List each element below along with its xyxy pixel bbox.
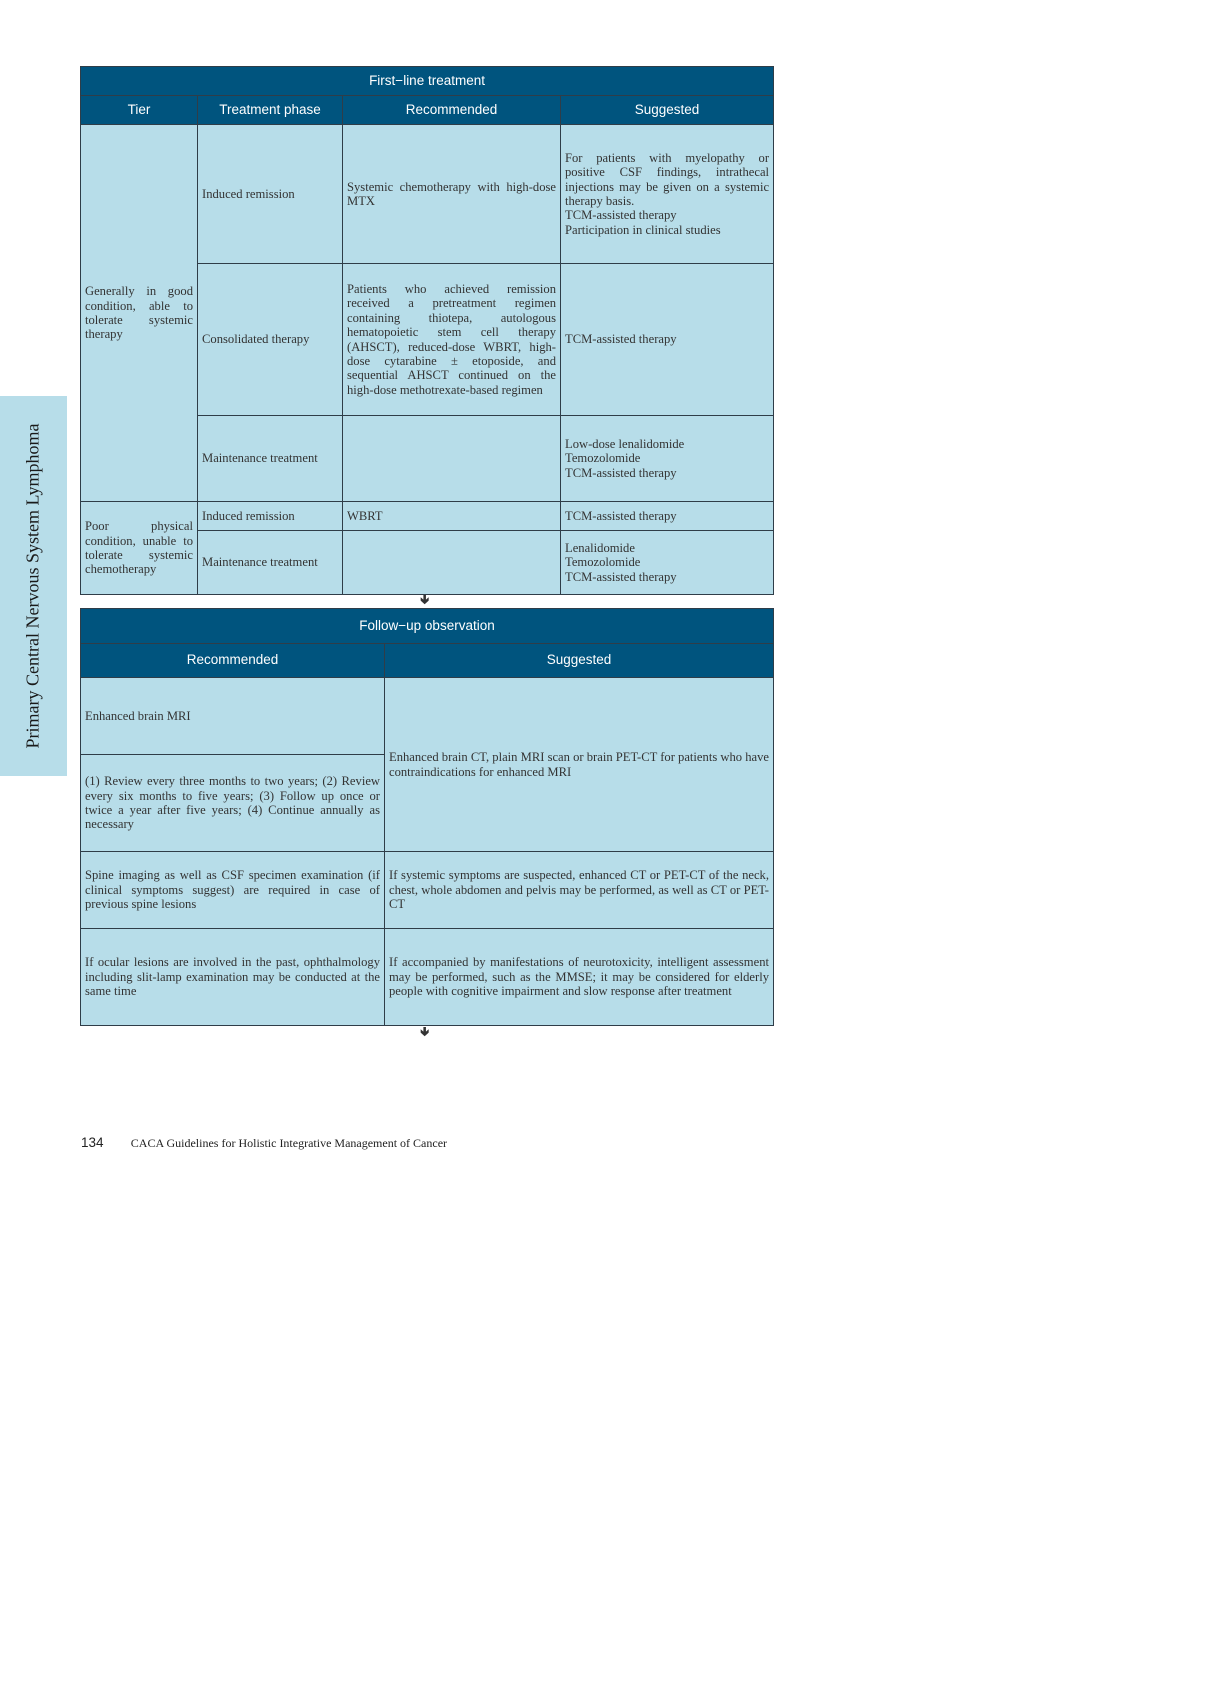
phase-cell: Induced remission	[198, 502, 343, 531]
header-suggested: Suggested	[561, 96, 774, 125]
phase-cell: Maintenance treatment	[198, 416, 343, 502]
recommended-cell: Systemic chemotherapy with high-dose MTX	[343, 125, 561, 264]
follow-up-title: Follow−up observation	[81, 609, 774, 644]
recommended-cell	[343, 416, 561, 502]
table-row	[81, 125, 774, 264]
phase-cell: Induced remission	[198, 125, 343, 264]
recommended-cell: Spine imaging as well as CSF specimen examination (if clinical symptoms suggest) are required in case of previous spine lesions	[81, 852, 385, 929]
suggested-cell: Lenalidomide Temozolomide TCM-assisted therapy	[561, 531, 774, 595]
suggested-cell: Low-dose lenalidomide Temozolomide TCM-assisted therapy	[561, 416, 774, 502]
recommended-cell: WBRT	[343, 502, 561, 531]
footer-title: CACA Guidelines for Holistic Integrative Management of Cancer	[130, 1136, 448, 1150]
tier-good-condition: Generally in good condition, able to tolerate systemic therapy	[81, 125, 198, 502]
page-footer	[81, 1135, 447, 1151]
recommended-cell: If ocular lesions are involved in the past, ophthalmology including slit-lamp examination may be conducted at the same time	[81, 929, 385, 1026]
follow-up-table	[80, 608, 774, 1026]
table-row	[81, 678, 774, 755]
tier-poor-condition: Poor physical condition, unable to tolerate systemic chemotherapy	[81, 502, 198, 595]
recommended-cell: Enhanced brain MRI	[81, 678, 385, 755]
recommended-cell	[343, 531, 561, 595]
first-line-title: First−line treatment	[81, 67, 774, 96]
arrow-down-icon: 🢃	[420, 1025, 430, 1040]
first-line-treatment-table	[80, 66, 774, 595]
table-row	[81, 852, 774, 929]
phase-cell: Maintenance treatment	[198, 531, 343, 595]
suggested-cell: TCM-assisted therapy	[561, 502, 774, 531]
header-recommended: Recommended	[81, 644, 385, 678]
page-number: 134	[81, 1135, 104, 1150]
header-suggested: Suggested	[385, 644, 774, 678]
recommended-cell: Patients who achieved remission received a pretreatment regimen containing thiotepa, autologous hematopoietic stem cell therapy (AHSCT), reduced-dose WBRT, high-dose cytarabine ± etoposide, and sequential AHSCT continued on the high-dose methotrexate-based regimen	[343, 264, 561, 416]
header-treatment-phase: Treatment phase	[198, 96, 343, 125]
table-row	[81, 502, 774, 531]
recommended-cell: (1) Review every three months to two years; (2) Review every six months to five years; (3) Follow up once or twice a year after five years; (4) Continue annually as necessary	[81, 755, 385, 852]
header-tier: Tier	[81, 96, 198, 125]
suggested-cell: If accompanied by manifestations of neurotoxicity, intelligent assessment may be performed, such as the MMSE; it may be considered for elderly people with cognitive impairment and slow response after treatment	[385, 929, 774, 1026]
phase-cell: Consolidated therapy	[198, 264, 343, 416]
header-recommended: Recommended	[343, 96, 561, 125]
suggested-cell: For patients with myelopathy or positive CSF findings, intrathecal injections may be given on a systemic therapy basis. TCM-assisted therapy Participation in clinical studies	[561, 125, 774, 264]
table-row	[81, 929, 774, 1026]
suggested-cell: If systemic symptoms are suspected, enhanced CT or PET-CT of the neck, chest, whole abdomen and pelvis may be performed, as well as CT or PET-CT	[385, 852, 774, 929]
suggested-cell-merged: Enhanced brain CT, plain MRI scan or brain PET-CT for patients who have contraindications for enhanced MRI	[385, 678, 774, 852]
arrow-down-icon: 🢃	[420, 593, 430, 608]
side-tab-label: Primary Central Nervous System Lymphoma	[22, 423, 43, 749]
suggested-cell: TCM-assisted therapy	[561, 264, 774, 416]
